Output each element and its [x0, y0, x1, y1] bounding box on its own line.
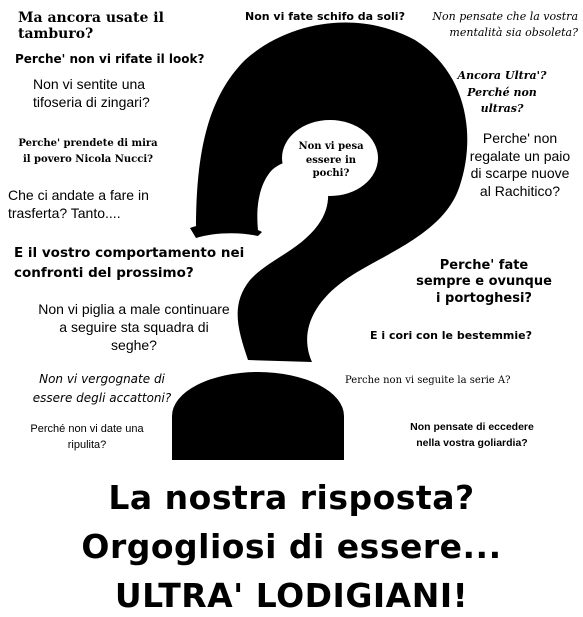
question-portoghesi: Perche' fate sempre e ovunque i portoghesi?	[416, 258, 552, 306]
question-accattoni: Non vi vergognate di essere degli accattoni?	[32, 372, 172, 405]
question-pochi: Non vi pesa essere in pochi?	[298, 141, 364, 179]
answer-line-2: Orgogliosi di essere...	[81, 527, 502, 566]
question-look: Perche' non vi rifate il look?	[15, 52, 205, 66]
question-zingari: Non vi sentite una tifoseria di zingari?	[33, 76, 150, 110]
question-ripulita: Perché non vi date una ripulita?	[30, 423, 144, 451]
question-tamburo: Ma ancora usate il tamburo?	[18, 10, 164, 43]
question-schifo: Non vi fate schifo da soli?	[245, 10, 405, 23]
answer-line-3: ULTRA' LODIGIANI!	[114, 576, 469, 615]
question-squadra: Non vi piglia a male continuare a seguire sta squadra di seghe?	[38, 301, 230, 354]
question-mark-dot-base	[172, 416, 344, 460]
question-nucci: Perche' prendete di mira il povero Nicola Nucci?	[18, 138, 158, 165]
question-rachitico: Perche' non regalate un paio di scarpe nuove al Rachitico?	[469, 130, 571, 199]
question-comportamento: E il vostro comportamento nei confronti del prossimo?	[14, 245, 245, 281]
question-bestemmie: E i cori con le bestemmie?	[370, 329, 532, 342]
question-trasferta: Che ci andate a fare in trasferta? Tanto....	[8, 187, 149, 222]
question-goliardia: Non pensate di eccedere nella vostra goliardia?	[410, 421, 534, 450]
question-mentalita: Non pensate che la vostra mentalità sia obsoleta?	[432, 10, 578, 39]
answer-line-1: La nostra risposta?	[108, 478, 475, 517]
question-serie-a: Perche non vi seguite la serie A?	[345, 375, 511, 386]
question-ultra: Ancora Ultra'? Perché non ultras?	[457, 69, 547, 115]
